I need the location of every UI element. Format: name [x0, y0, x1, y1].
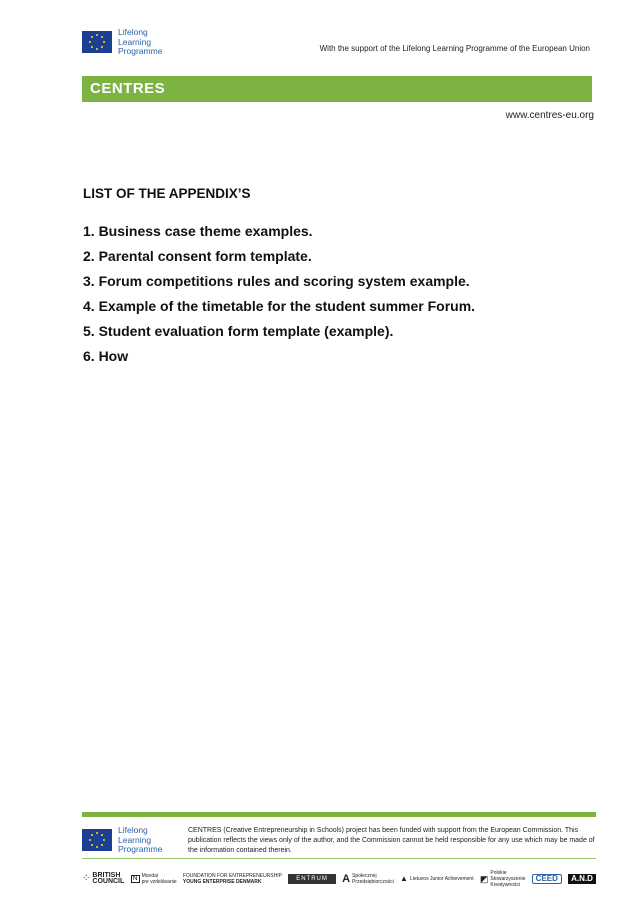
appendix-item: 6. How	[83, 348, 129, 364]
appendix-item: 3. Forum competitions rules and scoring system example.	[83, 273, 470, 289]
ceed-logo: CEED	[532, 874, 562, 884]
footer-rule	[82, 858, 596, 859]
polskie-stowarzyszenie-logo: ◩ Polskie Stowarzyszenie Kreatywności	[479, 870, 526, 888]
llp-logo-footer	[82, 826, 162, 855]
fise-logo: A Społecznej Przedsiębiorczości	[342, 873, 394, 885]
eu-flag-icon	[82, 31, 112, 53]
llp-logo-header	[82, 28, 162, 57]
ffe-ye-logo: FOUNDATION FOR ENTREPRENEURSHIP YOUNG ENTERPRISE DENMARK	[182, 873, 282, 885]
appendix-item: 5. Student evaluation form template (example).	[83, 323, 394, 339]
appendix-list	[83, 222, 475, 372]
llp-logo-text: Lifelong Learning Programme	[118, 825, 163, 854]
footer-disclaimer: CENTRES (Creative Entrepreneurship in Schools) project has been funded with support from the European Commission. This publication reflects the views only of the author, and the Commission cannot be held responsible for any use which may be made of the information contained therein.	[188, 827, 595, 854]
appendix-item: 2. Parental consent form template.	[83, 248, 312, 264]
eu-flag-icon	[82, 829, 112, 851]
website-url: www.centres-eu.org	[505, 110, 594, 121]
partner-logos	[82, 868, 596, 890]
footer-divider	[82, 812, 596, 817]
page-heading: LIST OF THE APPENDIX’S	[83, 186, 251, 201]
banner-title: CENTRES	[90, 80, 166, 97]
entrum-logo: ENTRUM	[288, 874, 336, 884]
nadacia-logo: N Mondai pre vzdelávanie	[132, 873, 177, 885]
british-council-logo: ⁘ BRITISH COUNCIL	[82, 872, 125, 885]
centres-banner	[82, 76, 592, 102]
appendix-item: 1. Business case theme examples.	[83, 223, 313, 239]
and-logo: A.N.D	[568, 874, 596, 884]
junior-achievement-logo: ▲ Lietuvos Junior Achievement	[400, 874, 474, 883]
support-text: With the support of the Lifelong Learning Programme of the European Union	[319, 44, 590, 53]
llp-logo-text: Lifelong Learning Programme	[118, 27, 163, 56]
appendix-item: 4. Example of the timetable for the student summer Forum.	[83, 298, 476, 314]
